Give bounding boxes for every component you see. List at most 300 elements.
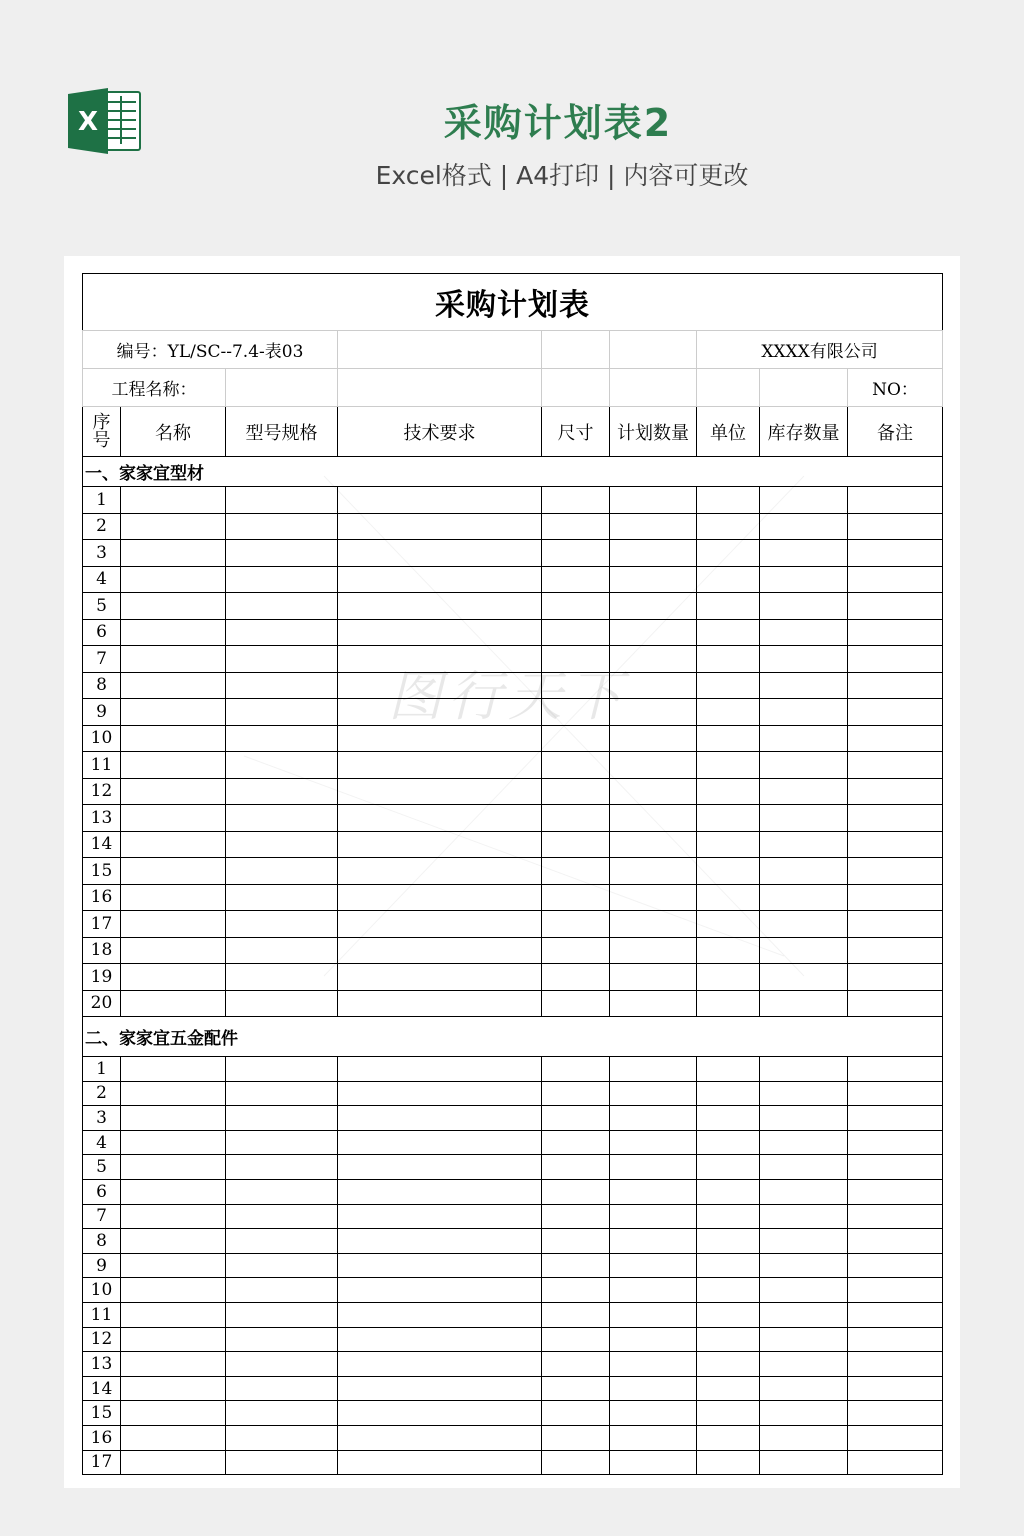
table-cell[interactable]	[338, 1155, 542, 1180]
table-cell[interactable]	[121, 858, 226, 885]
table-cell[interactable]	[226, 1253, 338, 1278]
table-cell[interactable]	[542, 1130, 610, 1155]
table-cell[interactable]	[338, 672, 542, 699]
table-cell[interactable]	[760, 1327, 848, 1352]
table-cell[interactable]	[760, 1229, 848, 1254]
table-cell[interactable]	[121, 1081, 226, 1106]
table-cell[interactable]	[338, 1253, 542, 1278]
table-cell[interactable]	[542, 1327, 610, 1352]
table-cell[interactable]	[848, 1302, 943, 1327]
table-cell[interactable]	[542, 513, 610, 540]
table-cell[interactable]	[760, 593, 848, 620]
table-cell[interactable]	[697, 725, 760, 752]
table-cell[interactable]	[848, 672, 943, 699]
table-cell[interactable]	[338, 858, 542, 885]
table-cell[interactable]	[697, 619, 760, 646]
table-cell[interactable]	[760, 487, 848, 514]
table-cell[interactable]	[338, 1450, 542, 1475]
table-cell[interactable]	[226, 937, 338, 964]
table-cell[interactable]	[610, 672, 697, 699]
table-cell[interactable]	[760, 672, 848, 699]
table-cell[interactable]	[760, 513, 848, 540]
table-cell[interactable]	[121, 1130, 226, 1155]
table-cell[interactable]	[848, 937, 943, 964]
table-cell[interactable]	[848, 805, 943, 832]
table-cell[interactable]	[610, 990, 697, 1017]
table-cell[interactable]	[697, 1401, 760, 1426]
table-cell[interactable]	[697, 672, 760, 699]
table-cell[interactable]	[697, 513, 760, 540]
table-cell[interactable]	[226, 1425, 338, 1450]
table-cell[interactable]	[121, 487, 226, 514]
table-cell[interactable]	[338, 1106, 542, 1131]
table-cell[interactable]	[226, 1450, 338, 1475]
table-cell[interactable]	[760, 1401, 848, 1426]
table-cell[interactable]	[848, 990, 943, 1017]
table-cell[interactable]	[226, 990, 338, 1017]
table-cell[interactable]	[697, 1155, 760, 1180]
table-cell[interactable]	[121, 1179, 226, 1204]
table-cell[interactable]	[226, 884, 338, 911]
table-cell[interactable]	[338, 1278, 542, 1303]
table-cell[interactable]	[226, 1376, 338, 1401]
table-cell[interactable]	[697, 1302, 760, 1327]
table-cell[interactable]	[226, 699, 338, 726]
table-cell[interactable]	[542, 884, 610, 911]
table-cell[interactable]	[610, 619, 697, 646]
table-cell[interactable]	[542, 566, 610, 593]
table-cell[interactable]	[760, 1425, 848, 1450]
table-cell[interactable]	[542, 699, 610, 726]
table-cell[interactable]	[542, 1253, 610, 1278]
meta-cell[interactable]	[338, 331, 542, 369]
table-cell[interactable]	[121, 1155, 226, 1180]
table-cell[interactable]	[121, 1401, 226, 1426]
table-cell[interactable]	[610, 831, 697, 858]
table-cell[interactable]	[610, 1327, 697, 1352]
table-cell[interactable]	[848, 1130, 943, 1155]
table-cell[interactable]	[610, 1253, 697, 1278]
table-cell[interactable]	[121, 1302, 226, 1327]
table-cell[interactable]	[121, 778, 226, 805]
table-cell[interactable]	[848, 1106, 943, 1131]
table-cell[interactable]	[338, 1081, 542, 1106]
table-cell[interactable]	[760, 725, 848, 752]
table-cell[interactable]	[848, 1204, 943, 1229]
table-cell[interactable]	[338, 831, 542, 858]
table-cell[interactable]	[121, 964, 226, 991]
table-cell[interactable]	[610, 884, 697, 911]
table-cell[interactable]	[697, 1425, 760, 1450]
table-cell[interactable]	[338, 990, 542, 1017]
table-cell[interactable]	[338, 911, 542, 938]
table-cell[interactable]	[610, 1081, 697, 1106]
table-cell[interactable]	[226, 725, 338, 752]
table-cell[interactable]	[226, 513, 338, 540]
table-cell[interactable]	[848, 487, 943, 514]
table-cell[interactable]	[697, 1376, 760, 1401]
table-cell[interactable]	[848, 1179, 943, 1204]
table-cell[interactable]	[226, 778, 338, 805]
table-cell[interactable]	[121, 831, 226, 858]
table-cell[interactable]	[848, 725, 943, 752]
table-cell[interactable]	[848, 1352, 943, 1377]
table-cell[interactable]	[542, 1302, 610, 1327]
table-cell[interactable]	[848, 513, 943, 540]
table-cell[interactable]	[542, 778, 610, 805]
table-cell[interactable]	[760, 540, 848, 567]
table-cell[interactable]	[121, 566, 226, 593]
meta-cell[interactable]	[760, 369, 848, 407]
table-cell[interactable]	[610, 1057, 697, 1082]
table-cell[interactable]	[697, 646, 760, 673]
table-cell[interactable]	[226, 1327, 338, 1352]
table-cell[interactable]	[338, 513, 542, 540]
table-cell[interactable]	[121, 513, 226, 540]
table-cell[interactable]	[760, 1352, 848, 1377]
table-cell[interactable]	[848, 964, 943, 991]
table-cell[interactable]	[121, 725, 226, 752]
table-cell[interactable]	[226, 593, 338, 620]
table-cell[interactable]	[760, 1302, 848, 1327]
table-cell[interactable]	[338, 1229, 542, 1254]
table-cell[interactable]	[848, 911, 943, 938]
table-cell[interactable]	[338, 1057, 542, 1082]
table-cell[interactable]	[226, 805, 338, 832]
table-cell[interactable]	[338, 487, 542, 514]
table-cell[interactable]	[848, 1057, 943, 1082]
table-cell[interactable]	[121, 619, 226, 646]
table-cell[interactable]	[697, 752, 760, 779]
table-cell[interactable]	[848, 831, 943, 858]
table-cell[interactable]	[121, 1278, 226, 1303]
table-cell[interactable]	[697, 566, 760, 593]
table-cell[interactable]	[697, 1229, 760, 1254]
table-cell[interactable]	[610, 1278, 697, 1303]
table-cell[interactable]	[338, 964, 542, 991]
table-cell[interactable]	[760, 1155, 848, 1180]
table-cell[interactable]	[848, 858, 943, 885]
table-cell[interactable]	[542, 487, 610, 514]
table-cell[interactable]	[760, 566, 848, 593]
project-name-value[interactable]	[226, 369, 338, 407]
table-cell[interactable]	[226, 1229, 338, 1254]
table-cell[interactable]	[760, 1204, 848, 1229]
table-cell[interactable]	[338, 540, 542, 567]
table-cell[interactable]	[848, 646, 943, 673]
table-cell[interactable]	[697, 964, 760, 991]
table-cell[interactable]	[697, 1352, 760, 1377]
table-cell[interactable]	[226, 1155, 338, 1180]
table-cell[interactable]	[542, 1204, 610, 1229]
table-cell[interactable]	[848, 566, 943, 593]
table-cell[interactable]	[697, 858, 760, 885]
table-cell[interactable]	[338, 1352, 542, 1377]
table-cell[interactable]	[848, 1376, 943, 1401]
table-cell[interactable]	[542, 619, 610, 646]
table-cell[interactable]	[226, 566, 338, 593]
table-cell[interactable]	[760, 990, 848, 1017]
table-cell[interactable]	[338, 1204, 542, 1229]
meta-cell[interactable]	[610, 369, 697, 407]
table-cell[interactable]	[542, 1155, 610, 1180]
table-cell[interactable]	[848, 1229, 943, 1254]
table-cell[interactable]	[697, 699, 760, 726]
table-cell[interactable]	[610, 752, 697, 779]
table-cell[interactable]	[848, 619, 943, 646]
table-cell[interactable]	[610, 1130, 697, 1155]
table-cell[interactable]	[121, 1229, 226, 1254]
table-cell[interactable]	[121, 752, 226, 779]
meta-cell[interactable]	[610, 331, 697, 369]
table-cell[interactable]	[610, 937, 697, 964]
table-cell[interactable]	[610, 1425, 697, 1450]
table-cell[interactable]	[121, 699, 226, 726]
table-cell[interactable]	[760, 619, 848, 646]
table-cell[interactable]	[338, 593, 542, 620]
table-cell[interactable]	[760, 1278, 848, 1303]
table-cell[interactable]	[226, 1401, 338, 1426]
table-cell[interactable]	[226, 672, 338, 699]
table-cell[interactable]	[610, 1302, 697, 1327]
meta-cell[interactable]	[542, 331, 610, 369]
table-cell[interactable]	[542, 858, 610, 885]
table-cell[interactable]	[610, 540, 697, 567]
table-cell[interactable]	[338, 725, 542, 752]
meta-cell[interactable]	[338, 369, 542, 407]
table-cell[interactable]	[542, 752, 610, 779]
table-cell[interactable]	[760, 858, 848, 885]
table-cell[interactable]	[760, 1450, 848, 1475]
table-cell[interactable]	[848, 752, 943, 779]
table-cell[interactable]	[226, 1179, 338, 1204]
table-cell[interactable]	[542, 593, 610, 620]
table-cell[interactable]	[848, 1155, 943, 1180]
table-cell[interactable]	[697, 1179, 760, 1204]
table-cell[interactable]	[542, 1278, 610, 1303]
table-cell[interactable]	[121, 1057, 226, 1082]
table-cell[interactable]	[542, 1229, 610, 1254]
table-cell[interactable]	[697, 593, 760, 620]
table-cell[interactable]	[542, 1179, 610, 1204]
table-cell[interactable]	[226, 1106, 338, 1131]
table-cell[interactable]	[697, 487, 760, 514]
table-cell[interactable]	[121, 540, 226, 567]
table-cell[interactable]	[697, 884, 760, 911]
table-cell[interactable]	[121, 911, 226, 938]
table-cell[interactable]	[226, 1352, 338, 1377]
table-cell[interactable]	[226, 646, 338, 673]
table-cell[interactable]	[226, 831, 338, 858]
table-cell[interactable]	[610, 805, 697, 832]
table-cell[interactable]	[760, 964, 848, 991]
table-cell[interactable]	[226, 752, 338, 779]
table-cell[interactable]	[121, 1425, 226, 1450]
table-cell[interactable]	[338, 937, 542, 964]
table-cell[interactable]	[121, 805, 226, 832]
table-cell[interactable]	[760, 911, 848, 938]
table-cell[interactable]	[338, 1179, 542, 1204]
table-cell[interactable]	[697, 1130, 760, 1155]
table-cell[interactable]	[121, 1106, 226, 1131]
table-cell[interactable]	[121, 1327, 226, 1352]
table-cell[interactable]	[121, 990, 226, 1017]
table-cell[interactable]	[610, 593, 697, 620]
table-cell[interactable]	[338, 1327, 542, 1352]
table-cell[interactable]	[697, 990, 760, 1017]
table-cell[interactable]	[338, 884, 542, 911]
table-cell[interactable]	[338, 1130, 542, 1155]
table-cell[interactable]	[760, 778, 848, 805]
table-cell[interactable]	[542, 1081, 610, 1106]
table-cell[interactable]	[542, 990, 610, 1017]
table-cell[interactable]	[226, 964, 338, 991]
table-cell[interactable]	[610, 778, 697, 805]
table-cell[interactable]	[226, 1302, 338, 1327]
table-cell[interactable]	[338, 778, 542, 805]
table-cell[interactable]	[848, 593, 943, 620]
table-cell[interactable]	[610, 699, 697, 726]
table-cell[interactable]	[697, 1081, 760, 1106]
table-cell[interactable]	[226, 1081, 338, 1106]
table-cell[interactable]	[610, 487, 697, 514]
table-cell[interactable]	[338, 1425, 542, 1450]
table-cell[interactable]	[121, 672, 226, 699]
table-cell[interactable]	[697, 1106, 760, 1131]
table-cell[interactable]	[226, 1204, 338, 1229]
table-cell[interactable]	[610, 1179, 697, 1204]
table-cell[interactable]	[848, 1425, 943, 1450]
table-cell[interactable]	[610, 1352, 697, 1377]
table-cell[interactable]	[542, 1057, 610, 1082]
table-cell[interactable]	[226, 1130, 338, 1155]
table-cell[interactable]	[226, 540, 338, 567]
table-cell[interactable]	[848, 884, 943, 911]
table-cell[interactable]	[226, 858, 338, 885]
table-cell[interactable]	[848, 540, 943, 567]
table-cell[interactable]	[697, 1204, 760, 1229]
table-cell[interactable]	[610, 1229, 697, 1254]
table-cell[interactable]	[848, 1081, 943, 1106]
table-cell[interactable]	[760, 1179, 848, 1204]
table-cell[interactable]	[610, 964, 697, 991]
table-cell[interactable]	[848, 1278, 943, 1303]
table-cell[interactable]	[121, 1253, 226, 1278]
table-cell[interactable]	[338, 805, 542, 832]
table-cell[interactable]	[610, 858, 697, 885]
table-cell[interactable]	[760, 884, 848, 911]
table-cell[interactable]	[848, 1253, 943, 1278]
table-cell[interactable]	[760, 805, 848, 832]
table-cell[interactable]	[697, 1057, 760, 1082]
table-cell[interactable]	[542, 1425, 610, 1450]
table-cell[interactable]	[338, 699, 542, 726]
table-cell[interactable]	[697, 1327, 760, 1352]
table-cell[interactable]	[542, 646, 610, 673]
table-cell[interactable]	[760, 699, 848, 726]
table-cell[interactable]	[338, 566, 542, 593]
table-cell[interactable]	[610, 566, 697, 593]
table-cell[interactable]	[760, 1057, 848, 1082]
table-cell[interactable]	[610, 646, 697, 673]
table-cell[interactable]	[760, 752, 848, 779]
table-cell[interactable]	[542, 831, 610, 858]
table-cell[interactable]	[338, 619, 542, 646]
table-cell[interactable]	[121, 1450, 226, 1475]
table-cell[interactable]	[542, 805, 610, 832]
table-cell[interactable]	[760, 1130, 848, 1155]
table-cell[interactable]	[338, 646, 542, 673]
table-cell[interactable]	[542, 1401, 610, 1426]
table-cell[interactable]	[542, 1106, 610, 1131]
table-cell[interactable]	[226, 1057, 338, 1082]
table-cell[interactable]	[760, 937, 848, 964]
table-cell[interactable]	[226, 911, 338, 938]
table-cell[interactable]	[848, 1401, 943, 1426]
table-cell[interactable]	[697, 937, 760, 964]
table-cell[interactable]	[121, 937, 226, 964]
table-cell[interactable]	[338, 1401, 542, 1426]
table-cell[interactable]	[760, 831, 848, 858]
table-cell[interactable]	[121, 1376, 226, 1401]
table-cell[interactable]	[542, 540, 610, 567]
table-cell[interactable]	[338, 1376, 542, 1401]
table-cell[interactable]	[848, 778, 943, 805]
table-cell[interactable]	[697, 778, 760, 805]
table-cell[interactable]	[542, 964, 610, 991]
table-cell[interactable]	[542, 1352, 610, 1377]
table-cell[interactable]	[697, 1450, 760, 1475]
table-cell[interactable]	[697, 831, 760, 858]
table-cell[interactable]	[610, 1204, 697, 1229]
table-cell[interactable]	[542, 911, 610, 938]
table-cell[interactable]	[760, 1253, 848, 1278]
table-cell[interactable]	[697, 1253, 760, 1278]
table-cell[interactable]	[848, 699, 943, 726]
table-cell[interactable]	[542, 1450, 610, 1475]
table-cell[interactable]	[610, 1450, 697, 1475]
table-cell[interactable]	[760, 1081, 848, 1106]
table-cell[interactable]	[760, 1106, 848, 1131]
table-cell[interactable]	[610, 1155, 697, 1180]
table-cell[interactable]	[542, 1376, 610, 1401]
table-cell[interactable]	[121, 884, 226, 911]
table-cell[interactable]	[226, 1278, 338, 1303]
table-cell[interactable]	[121, 646, 226, 673]
table-cell[interactable]	[848, 1327, 943, 1352]
meta-cell[interactable]	[697, 369, 760, 407]
meta-cell[interactable]	[542, 369, 610, 407]
table-cell[interactable]	[610, 1106, 697, 1131]
table-cell[interactable]	[610, 1376, 697, 1401]
table-cell[interactable]	[610, 513, 697, 540]
table-cell[interactable]	[121, 593, 226, 620]
table-cell[interactable]	[542, 672, 610, 699]
table-cell[interactable]	[610, 1401, 697, 1426]
table-cell[interactable]	[121, 1204, 226, 1229]
table-cell[interactable]	[848, 1450, 943, 1475]
table-cell[interactable]	[697, 1278, 760, 1303]
table-cell[interactable]	[610, 725, 697, 752]
table-cell[interactable]	[338, 752, 542, 779]
table-cell[interactable]	[542, 937, 610, 964]
table-cell[interactable]	[697, 911, 760, 938]
table-cell[interactable]	[226, 619, 338, 646]
table-cell[interactable]	[610, 911, 697, 938]
table-cell[interactable]	[760, 646, 848, 673]
table-cell[interactable]	[338, 1302, 542, 1327]
table-cell[interactable]	[121, 1352, 226, 1377]
